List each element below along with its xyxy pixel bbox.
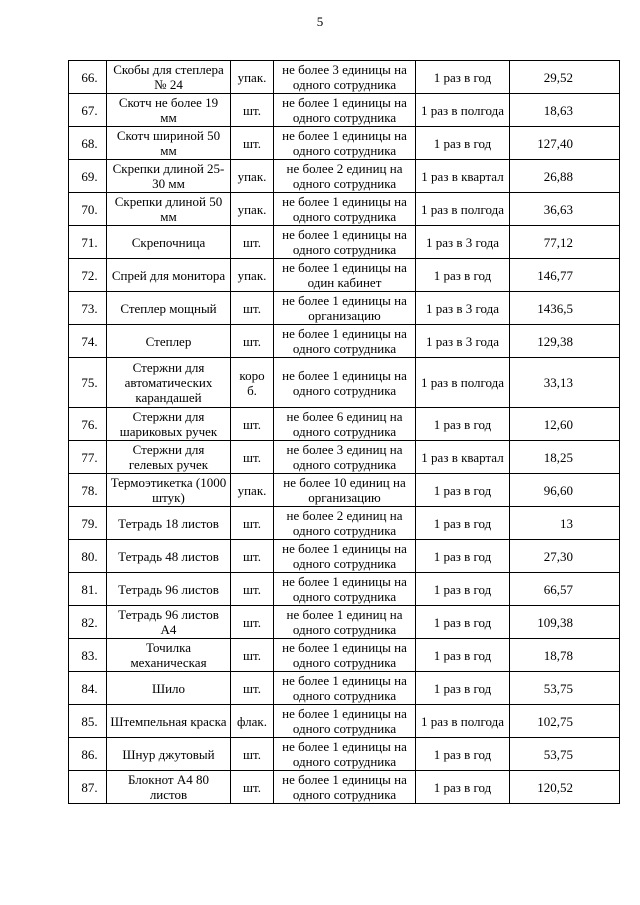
- quantity-norm-cell: не более 10 единиц на организацию: [274, 474, 416, 507]
- table-row: [69, 408, 620, 441]
- unit-of-measure-cell: шт.: [231, 127, 274, 160]
- item-name-cell: Тетрадь 18 листов: [107, 507, 231, 540]
- item-name-cell: Термоэтикетка (1000 штук): [107, 474, 231, 507]
- frequency-cell: 1 раз в год: [416, 738, 510, 771]
- quantity-norm-cell: не более 1 единицы на одного сотрудника: [274, 127, 416, 160]
- item-name-cell: Стержни для гелевых ручек: [107, 441, 231, 474]
- frequency-cell: 1 раз в год: [416, 127, 510, 160]
- item-name-cell: Спрей для монитора: [107, 259, 231, 292]
- row-number-cell: 83.: [69, 639, 107, 672]
- frequency-cell: 1 раз в полгода: [416, 358, 510, 408]
- unit-of-measure-cell: упак.: [231, 259, 274, 292]
- price-cell: 1436,5: [510, 292, 620, 325]
- row-number-cell: 79.: [69, 507, 107, 540]
- table-row: [69, 672, 620, 705]
- unit-of-measure-cell: шт.: [231, 540, 274, 573]
- table-row: [69, 507, 620, 540]
- price-cell: 33,13: [510, 358, 620, 408]
- price-cell: 77,12: [510, 226, 620, 259]
- table-row: [69, 292, 620, 325]
- price-cell: 29,52: [510, 61, 620, 94]
- frequency-cell: 1 раз в год: [416, 606, 510, 639]
- frequency-cell: 1 раз в год: [416, 573, 510, 606]
- unit-of-measure-cell: шт.: [231, 771, 274, 804]
- frequency-cell: 1 раз в 3 года: [416, 226, 510, 259]
- table-row: [69, 441, 620, 474]
- frequency-cell: 1 раз в год: [416, 61, 510, 94]
- frequency-cell: 1 раз в 3 года: [416, 325, 510, 358]
- table-row: [69, 160, 620, 193]
- row-number-cell: 73.: [69, 292, 107, 325]
- row-number-cell: 71.: [69, 226, 107, 259]
- price-cell: 12,60: [510, 408, 620, 441]
- table-row: [69, 738, 620, 771]
- row-number-cell: 87.: [69, 771, 107, 804]
- price-cell: 26,88: [510, 160, 620, 193]
- row-number-cell: 77.: [69, 441, 107, 474]
- price-cell: 102,75: [510, 705, 620, 738]
- row-number-cell: 81.: [69, 573, 107, 606]
- unit-of-measure-cell: упак.: [231, 193, 274, 226]
- quantity-norm-cell: не более 3 единиц на одного сотрудника: [274, 441, 416, 474]
- item-name-cell: Скрепочница: [107, 226, 231, 259]
- item-name-cell: Стержни для автоматических карандашей: [107, 358, 231, 408]
- frequency-cell: 1 раз в год: [416, 540, 510, 573]
- item-name-cell: Тетрадь 96 листов А4: [107, 606, 231, 639]
- table-row: [69, 358, 620, 408]
- price-cell: 129,38: [510, 325, 620, 358]
- quantity-norm-cell: не более 6 единиц на одного сотрудника: [274, 408, 416, 441]
- item-name-cell: Скрепки длиной 50 мм: [107, 193, 231, 226]
- table-row: [69, 61, 620, 94]
- row-number-cell: 72.: [69, 259, 107, 292]
- unit-of-measure-cell: шт.: [231, 573, 274, 606]
- price-cell: 36,63: [510, 193, 620, 226]
- table-row: [69, 705, 620, 738]
- price-cell: 13: [510, 507, 620, 540]
- frequency-cell: 1 раз в год: [416, 408, 510, 441]
- item-name-cell: Скотч не более 19 мм: [107, 94, 231, 127]
- unit-of-measure-cell: шт.: [231, 672, 274, 705]
- row-number-cell: 80.: [69, 540, 107, 573]
- quantity-norm-cell: не более 1 единицы на одного сотрудника: [274, 672, 416, 705]
- unit-of-measure-cell: упак.: [231, 474, 274, 507]
- quantity-norm-cell: не более 2 единиц на одного сотрудника: [274, 160, 416, 193]
- frequency-cell: 1 раз в год: [416, 474, 510, 507]
- item-name-cell: Шило: [107, 672, 231, 705]
- row-number-cell: 86.: [69, 738, 107, 771]
- item-name-cell: Скотч шириной 50 мм: [107, 127, 231, 160]
- table-row: [69, 573, 620, 606]
- quantity-norm-cell: не более 1 единицы на одного сотрудника: [274, 94, 416, 127]
- row-number-cell: 74.: [69, 325, 107, 358]
- quantity-norm-cell: не более 1 единицы на одного сотрудника: [274, 540, 416, 573]
- quantity-norm-cell: не более 1 единицы на одного сотрудника: [274, 705, 416, 738]
- table-row: [69, 94, 620, 127]
- quantity-norm-cell: не более 1 единицы на одного сотрудника: [274, 639, 416, 672]
- supplies-table-body: [69, 61, 620, 804]
- row-number-cell: 66.: [69, 61, 107, 94]
- quantity-norm-cell: не более 1 единицы на одного сотрудника: [274, 771, 416, 804]
- unit-of-measure-cell: шт.: [231, 606, 274, 639]
- item-name-cell: Тетрадь 48 листов: [107, 540, 231, 573]
- unit-of-measure-cell: шт.: [231, 226, 274, 259]
- frequency-cell: 1 раз в год: [416, 639, 510, 672]
- quantity-norm-cell: не более 3 единицы на одного сотрудника: [274, 61, 416, 94]
- frequency-cell: 1 раз в полгода: [416, 94, 510, 127]
- table-row: [69, 540, 620, 573]
- unit-of-measure-cell: коро б.: [231, 358, 274, 408]
- page-number: 5: [316, 14, 324, 29]
- row-number-cell: 67.: [69, 94, 107, 127]
- frequency-cell: 1 раз в квартал: [416, 441, 510, 474]
- unit-of-measure-cell: флак.: [231, 705, 274, 738]
- item-name-cell: Штемпельная краска: [107, 705, 231, 738]
- price-cell: 146,77: [510, 259, 620, 292]
- table-row: [69, 771, 620, 804]
- unit-of-measure-cell: упак.: [231, 160, 274, 193]
- price-cell: 66,57: [510, 573, 620, 606]
- quantity-norm-cell: не более 1 единицы на одного сотрудника: [274, 738, 416, 771]
- item-name-cell: Степлер: [107, 325, 231, 358]
- unit-of-measure-cell: шт.: [231, 94, 274, 127]
- row-number-cell: 68.: [69, 127, 107, 160]
- quantity-norm-cell: не более 1 единицы на организацию: [274, 292, 416, 325]
- table-row: [69, 226, 620, 259]
- frequency-cell: 1 раз в год: [416, 771, 510, 804]
- item-name-cell: Стержни для шариковых ручек: [107, 408, 231, 441]
- quantity-norm-cell: не более 1 единицы на одного сотрудника: [274, 226, 416, 259]
- table-row: [69, 127, 620, 160]
- table-row: [69, 639, 620, 672]
- row-number-cell: 85.: [69, 705, 107, 738]
- unit-of-measure-cell: шт.: [231, 639, 274, 672]
- item-name-cell: Степлер мощный: [107, 292, 231, 325]
- frequency-cell: 1 раз в год: [416, 507, 510, 540]
- supplies-table-container: [68, 60, 620, 804]
- item-name-cell: Скрепки длиной 25-30 мм: [107, 160, 231, 193]
- row-number-cell: 75.: [69, 358, 107, 408]
- quantity-norm-cell: не более 1 единицы на один кабинет: [274, 259, 416, 292]
- price-cell: 109,38: [510, 606, 620, 639]
- frequency-cell: 1 раз в полгода: [416, 705, 510, 738]
- row-number-cell: 78.: [69, 474, 107, 507]
- unit-of-measure-cell: шт.: [231, 292, 274, 325]
- table-row: [69, 259, 620, 292]
- frequency-cell: 1 раз в год: [416, 672, 510, 705]
- quantity-norm-cell: не более 1 единицы на одного сотрудника: [274, 358, 416, 408]
- table-row: [69, 606, 620, 639]
- row-number-cell: 84.: [69, 672, 107, 705]
- price-cell: 120,52: [510, 771, 620, 804]
- price-cell: 27,30: [510, 540, 620, 573]
- quantity-norm-cell: не более 1 единицы на одного сотрудника: [274, 573, 416, 606]
- price-cell: 53,75: [510, 738, 620, 771]
- item-name-cell: Блокнот А4 80 листов: [107, 771, 231, 804]
- price-cell: 53,75: [510, 672, 620, 705]
- frequency-cell: 1 раз в квартал: [416, 160, 510, 193]
- table-row: [69, 325, 620, 358]
- table-row: [69, 193, 620, 226]
- price-cell: 18,78: [510, 639, 620, 672]
- unit-of-measure-cell: шт.: [231, 738, 274, 771]
- quantity-norm-cell: не более 1 единиц на одного сотрудника: [274, 606, 416, 639]
- unit-of-measure-cell: шт.: [231, 441, 274, 474]
- price-cell: 127,40: [510, 127, 620, 160]
- frequency-cell: 1 раз в 3 года: [416, 292, 510, 325]
- price-cell: 96,60: [510, 474, 620, 507]
- row-number-cell: 76.: [69, 408, 107, 441]
- quantity-norm-cell: не более 1 единицы на одного сотрудника: [274, 325, 416, 358]
- quantity-norm-cell: не более 1 единицы на одного сотрудника: [274, 193, 416, 226]
- row-number-cell: 70.: [69, 193, 107, 226]
- quantity-norm-cell: не более 2 единиц на одного сотрудника: [274, 507, 416, 540]
- unit-of-measure-cell: шт.: [231, 325, 274, 358]
- row-number-cell: 82.: [69, 606, 107, 639]
- price-cell: 18,63: [510, 94, 620, 127]
- unit-of-measure-cell: шт.: [231, 408, 274, 441]
- unit-of-measure-cell: упак.: [231, 61, 274, 94]
- item-name-cell: Тетрадь 96 листов: [107, 573, 231, 606]
- row-number-cell: 69.: [69, 160, 107, 193]
- item-name-cell: Точилка механическая: [107, 639, 231, 672]
- supplies-table: [68, 60, 620, 804]
- unit-of-measure-cell: шт.: [231, 507, 274, 540]
- frequency-cell: 1 раз в год: [416, 259, 510, 292]
- table-row: [69, 474, 620, 507]
- price-cell: 18,25: [510, 441, 620, 474]
- item-name-cell: Скобы для степлера № 24: [107, 61, 231, 94]
- item-name-cell: Шнур джутовый: [107, 738, 231, 771]
- frequency-cell: 1 раз в полгода: [416, 193, 510, 226]
